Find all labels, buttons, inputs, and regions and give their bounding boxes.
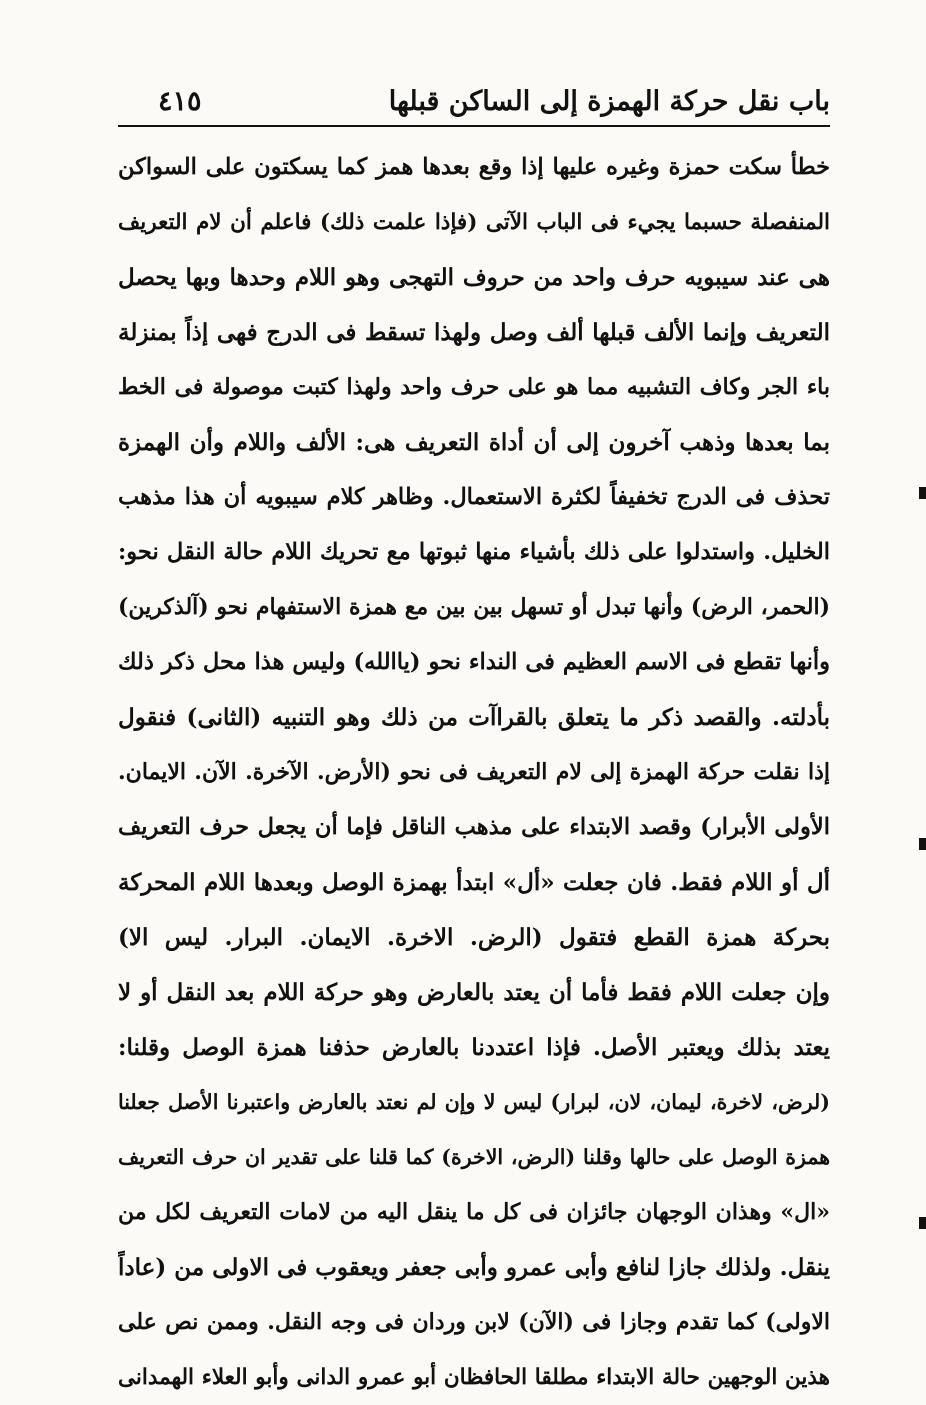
text-line: «ال» وهذان الوجهان جائزان فى كل ما ينقل اليه من لامات التعريف لكل من xyxy=(118,1199,830,1225)
text-line: (الحمر، الرض) وأنها تبدل أو تسهل بين بين مع همزة الاستفهام نحو (آلذكرين) xyxy=(118,594,830,620)
text-line: ينقل. ولذلك جازا لنافع وأبى عمرو وأبى جعفر ويعقوب فى الاولى من (عاداً xyxy=(118,1254,830,1281)
text-line: يعتد بذلك ويعتبر الأصل. فإذا اعتددنا بالعارض حذفنا همزة الوصل وقلنا: xyxy=(118,1034,830,1061)
text-line: (لرض، لاخرة، ليمان، لان، لبرار) ليس لا وإن لم نعتد بالعارض واعتبرنا الأصل جعلنا xyxy=(118,1090,830,1114)
header-divider xyxy=(118,125,830,127)
running-header xyxy=(118,82,830,122)
scan-edge-mark xyxy=(919,487,926,499)
text-line: وإن جعلت اللام فقط فأما أن يعتد بالعارض وهو حركة اللام بعد النقل أو لا xyxy=(118,979,830,1006)
text-line: إذا نقلت حركة الهمزة إلى لام التعريف فى نحو (الأرض. الآخرة. الآن. الايمان. xyxy=(118,759,830,785)
text-line: الخليل. واستدلوا على ذلك بأشياء منها ثبوتها مع تحريك اللام حالة النقل نحو: xyxy=(118,539,830,565)
text-line: المنفصلة حسبما يجيء فى الباب الآتى (فإذا علمت ذلك) فاعلم أن لام التعريف xyxy=(118,210,830,235)
chapter-title: باب نقل حركة الهمزة إلى الساكن قبلها xyxy=(388,86,830,117)
text-line: خطأ سكت حمزة وغيره عليها إذا وقع بعدها همز كما يسكتون على السواكن xyxy=(118,154,830,180)
text-line: بما بعدها وذهب آخرون إلى أن أداة التعريف هى: الألف واللام وأن الهمزة xyxy=(118,429,830,456)
text-line: هى عند سيبويه حرف واحد من حروف التهجى وهو اللام وحدها وبها يحصل xyxy=(118,264,830,291)
scan-edge-mark xyxy=(919,838,926,850)
text-line: وأنها تقطع فى الاسم العظيم فى النداء نحو (ياالله) وليس هذا محل ذكر ذلك xyxy=(118,649,830,675)
text-line: الاولى) كما تقدم وجازا فى (الآن) لابن وردان فى وجه النقل. وممن نص على xyxy=(118,1309,830,1335)
text-line: همزة الوصل على حالها وقلنا (الرض، الاخرة) كما قلنا على تقدير ان حرف التعريف xyxy=(118,1145,830,1169)
scan-edge-mark xyxy=(919,1217,926,1229)
text-line: أل أو اللام فقط. فان جعلت «أل» ابتدأ بهمزة الوصل وبعدها اللام المحركة xyxy=(118,869,830,896)
text-line: هذين الوجهين حالة الابتداء مطلقا الحافظان أبو عمرو الدانى وأبو العلاء الهمدانى xyxy=(118,1365,830,1390)
page-number: ٤١٥ xyxy=(158,86,202,117)
text-line: الأولى الأبرار) وقصد الابتداء على مذهب الناقل فإما أن يجعل حرف التعريف xyxy=(118,814,830,840)
text-line: بحركة همزة القطع فتقول (الرض. الاخرة. الايمان. البرار. ليس الا) xyxy=(118,924,830,951)
text-line: التعريف وإنما الألف قبلها ألف وصل ولهذا تسقط فى الدرج فهى إذاً بمنزلة xyxy=(118,319,830,346)
body-text xyxy=(118,140,830,1405)
text-line: باء الجر وكاف التشبيه مما هو على حرف واحد ولهذا كتبت موصولة فى الخط xyxy=(118,374,830,400)
text-line: تحذف فى الدرج تخفيفاً لكثرة الاستعمال. وظاهر كلام سيبويه أن هذا مذهب xyxy=(118,484,830,510)
text-line: بأدلته. والقصد ذكر ما يتعلق بالقراآت من ذلك وهو التنبيه (الثانى) فنقول xyxy=(118,704,830,731)
